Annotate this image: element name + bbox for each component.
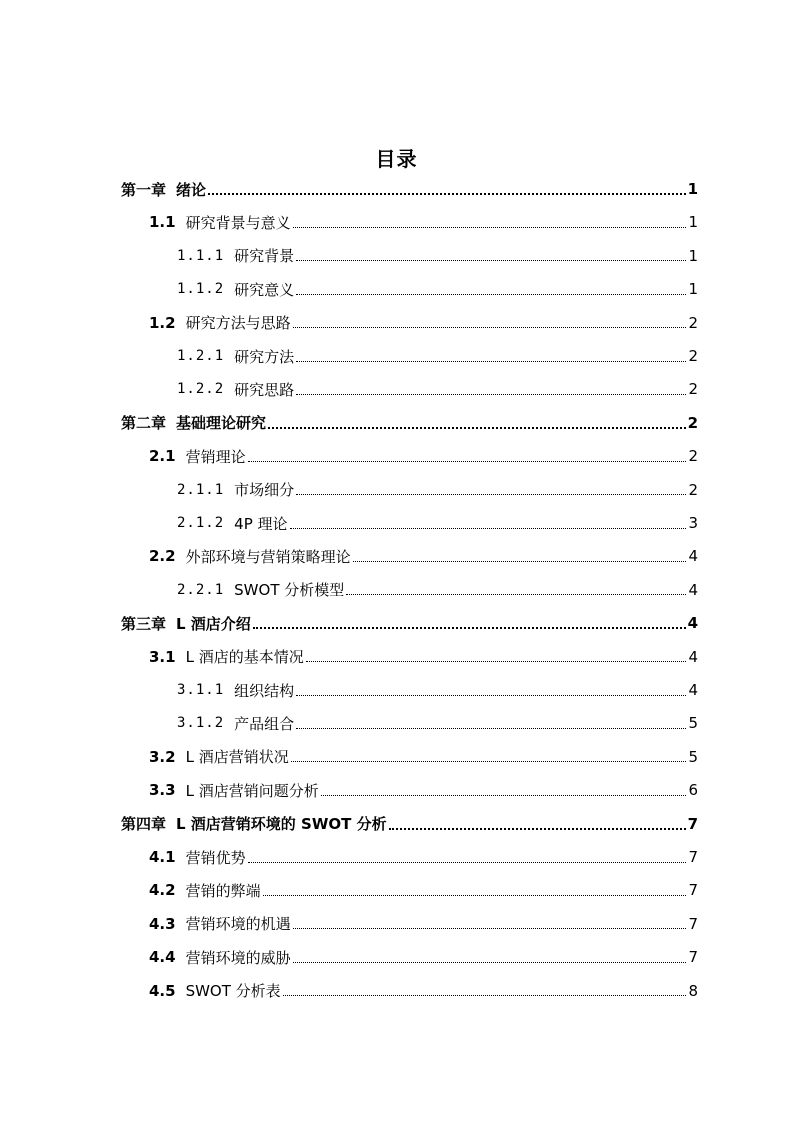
dot-leader — [296, 394, 686, 395]
toc-entry-page-number: 3 — [688, 514, 698, 532]
toc-entry-page-number: 4 — [687, 614, 698, 633]
toc-entry[interactable] — [149, 642, 698, 672]
dot-leader — [208, 193, 686, 195]
toc-entry-page-number: 7 — [688, 881, 698, 900]
toc-entry-title: 研究方法 — [234, 347, 295, 366]
toc-entry-number: 3.2 — [149, 747, 176, 766]
page-title: 目录 — [375, 147, 418, 171]
toc-entry[interactable] — [177, 575, 698, 605]
toc-entry-number: 2.2.1 — [177, 581, 225, 598]
toc-entry-number: 1.2.1 — [177, 348, 225, 364]
toc-entry-page-number: 2 — [688, 447, 698, 466]
toc-entry[interactable] — [121, 809, 698, 839]
toc-entry-number: 3.1.2 — [177, 715, 225, 732]
dot-leader — [293, 928, 687, 929]
toc-entry-page-number: 4 — [688, 681, 698, 699]
toc-entry[interactable] — [177, 475, 698, 505]
toc-entry-page-number: 2 — [688, 380, 698, 399]
toc-entry-title: L 酒店介绍 — [176, 614, 251, 633]
toc-entry-title: 营销环境的机遇 — [185, 915, 291, 934]
toc-entry[interactable] — [177, 274, 698, 304]
toc-entry-title: 基础理论研究 — [176, 414, 267, 433]
toc-entry-page-number: 1 — [688, 213, 698, 232]
toc-entry[interactable] — [149, 308, 698, 338]
toc-entry[interactable] — [177, 374, 698, 404]
dot-leader — [353, 561, 687, 562]
toc-entry-title: 外部环境与营销策略理论 — [185, 547, 351, 566]
toc-entry[interactable] — [149, 842, 698, 872]
dot-leader — [291, 761, 687, 762]
toc-entry-page-number: 7 — [688, 914, 698, 933]
toc-entry-title: 市场细分 — [234, 481, 295, 500]
dot-leader — [321, 795, 687, 796]
toc-entry-title: 研究意义 — [234, 280, 295, 299]
dot-leader — [306, 661, 687, 662]
toc-entry-page-number: 1 — [688, 280, 698, 299]
toc-entry[interactable] — [149, 441, 698, 471]
toc-entry-title: 产品组合 — [234, 714, 295, 733]
dot-leader — [296, 695, 686, 696]
dot-leader — [293, 962, 687, 963]
dot-leader — [253, 627, 686, 629]
toc-entry-number: 1.1.2 — [177, 281, 225, 298]
dot-leader — [296, 361, 686, 362]
toc-entry[interactable] — [177, 708, 698, 738]
toc-entry-page-number: 2 — [687, 413, 698, 432]
toc-entry-page-number: 8 — [688, 981, 698, 1000]
dot-leader — [389, 828, 686, 830]
toc-entry-title: L 酒店的基本情况 — [185, 648, 304, 667]
toc-entry-number: 3.1.1 — [177, 682, 225, 698]
toc-entry-title: SWOT 分析模型 — [234, 581, 345, 600]
dot-leader — [290, 528, 687, 529]
toc-entry-number: 4.5 — [149, 981, 176, 1000]
toc-entry-number: 第一章 — [121, 180, 167, 199]
toc-entry[interactable] — [149, 207, 698, 237]
toc-entry[interactable] — [149, 942, 698, 972]
toc-entry-number: 1.1 — [149, 213, 176, 232]
toc-entry[interactable] — [177, 241, 698, 271]
toc-entry-title: SWOT 分析表 — [185, 982, 281, 1001]
toc-entry[interactable] — [149, 909, 698, 939]
toc-entry-page-number: 2 — [688, 313, 698, 332]
dot-leader — [248, 862, 687, 863]
toc-entry-title: 研究思路 — [234, 380, 295, 399]
toc-entry-number: 第三章 — [121, 614, 167, 633]
toc-entry[interactable] — [177, 341, 698, 371]
toc-entry-page-number: 7 — [687, 814, 698, 833]
toc-entry-number: 第四章 — [121, 815, 167, 834]
toc-entry-page-number: 4 — [688, 580, 698, 599]
toc-entry-title: 营销理论 — [185, 447, 246, 466]
dot-leader — [293, 327, 687, 328]
toc-entry-page-number: 2 — [688, 480, 698, 499]
toc-entry-page-number: 4 — [688, 547, 698, 566]
toc-entry-title: L 酒店营销问题分析 — [185, 781, 319, 800]
dot-leader — [296, 294, 686, 295]
dot-leader — [263, 895, 687, 896]
toc-entry-number: 2.1 — [149, 447, 176, 466]
toc-entry-number: 4.2 — [149, 881, 176, 900]
dot-leader — [346, 594, 686, 595]
toc-entry-page-number: 7 — [688, 948, 698, 967]
toc-entry-title: L 酒店营销环境的 SWOT 分析 — [176, 815, 387, 834]
toc-entry-number: 4.3 — [149, 914, 176, 933]
toc-entry-page-number: 5 — [688, 714, 698, 733]
toc-entry-page-number: 5 — [688, 747, 698, 766]
toc-entry-page-number: 4 — [688, 647, 698, 666]
dot-leader — [293, 227, 687, 228]
toc-entry-page-number: 2 — [688, 347, 698, 365]
toc-entry-title: 研究方法与思路 — [185, 314, 291, 333]
dot-leader — [296, 728, 686, 729]
toc-entry-page-number: 7 — [688, 848, 698, 866]
toc-entry-number: 2.1.2 — [177, 515, 225, 531]
toc-entry-number: 2.2 — [149, 547, 176, 566]
toc-entry-title: 营销的弊端 — [185, 881, 261, 900]
toc-entry-title: 4P 理论 — [234, 514, 288, 533]
toc-entry-number: 4.4 — [149, 948, 176, 967]
toc-entry-number: 第二章 — [121, 414, 167, 433]
toc-entry[interactable] — [177, 675, 698, 705]
toc-entry-number: 2.1.1 — [177, 481, 225, 498]
toc-entry-title: L 酒店营销状况 — [185, 748, 289, 767]
toc-entry-title: 研究背景与意义 — [185, 213, 291, 232]
dot-leader — [283, 995, 687, 996]
dot-leader — [296, 260, 686, 261]
toc-entry-title: 营销优势 — [185, 848, 246, 867]
dot-leader — [296, 494, 686, 495]
toc-entry-number: 1.2 — [149, 313, 176, 332]
toc-entry-title: 研究背景 — [234, 247, 295, 266]
toc-entry-number: 4.1 — [149, 848, 176, 866]
toc-entry[interactable] — [121, 408, 698, 438]
toc-entry[interactable] — [177, 508, 698, 538]
toc-entry[interactable] — [149, 875, 698, 905]
toc-entry-number: 1.2.2 — [177, 381, 225, 398]
toc-entry[interactable] — [149, 742, 698, 772]
toc-entry[interactable] — [121, 608, 698, 638]
toc-entry-title: 组织结构 — [234, 681, 295, 700]
toc-entry[interactable] — [121, 174, 698, 204]
toc-entry-number: 3.1 — [149, 647, 176, 666]
dot-leader — [248, 461, 687, 462]
toc-entry[interactable] — [149, 976, 698, 1006]
toc-entry-number: 1.1.1 — [177, 247, 225, 264]
toc-entry-number: 3.3 — [149, 781, 176, 800]
toc-entry-page-number: 1 — [687, 180, 698, 198]
dot-leader — [268, 427, 686, 429]
toc-entry-page-number: 6 — [688, 781, 698, 800]
toc-entry-title: 营销环境的威胁 — [185, 948, 291, 967]
toc-entry[interactable] — [149, 541, 698, 571]
toc-entry[interactable] — [149, 775, 698, 805]
toc-entry-title: 绪论 — [176, 180, 207, 199]
toc-entry-page-number: 1 — [688, 246, 698, 265]
